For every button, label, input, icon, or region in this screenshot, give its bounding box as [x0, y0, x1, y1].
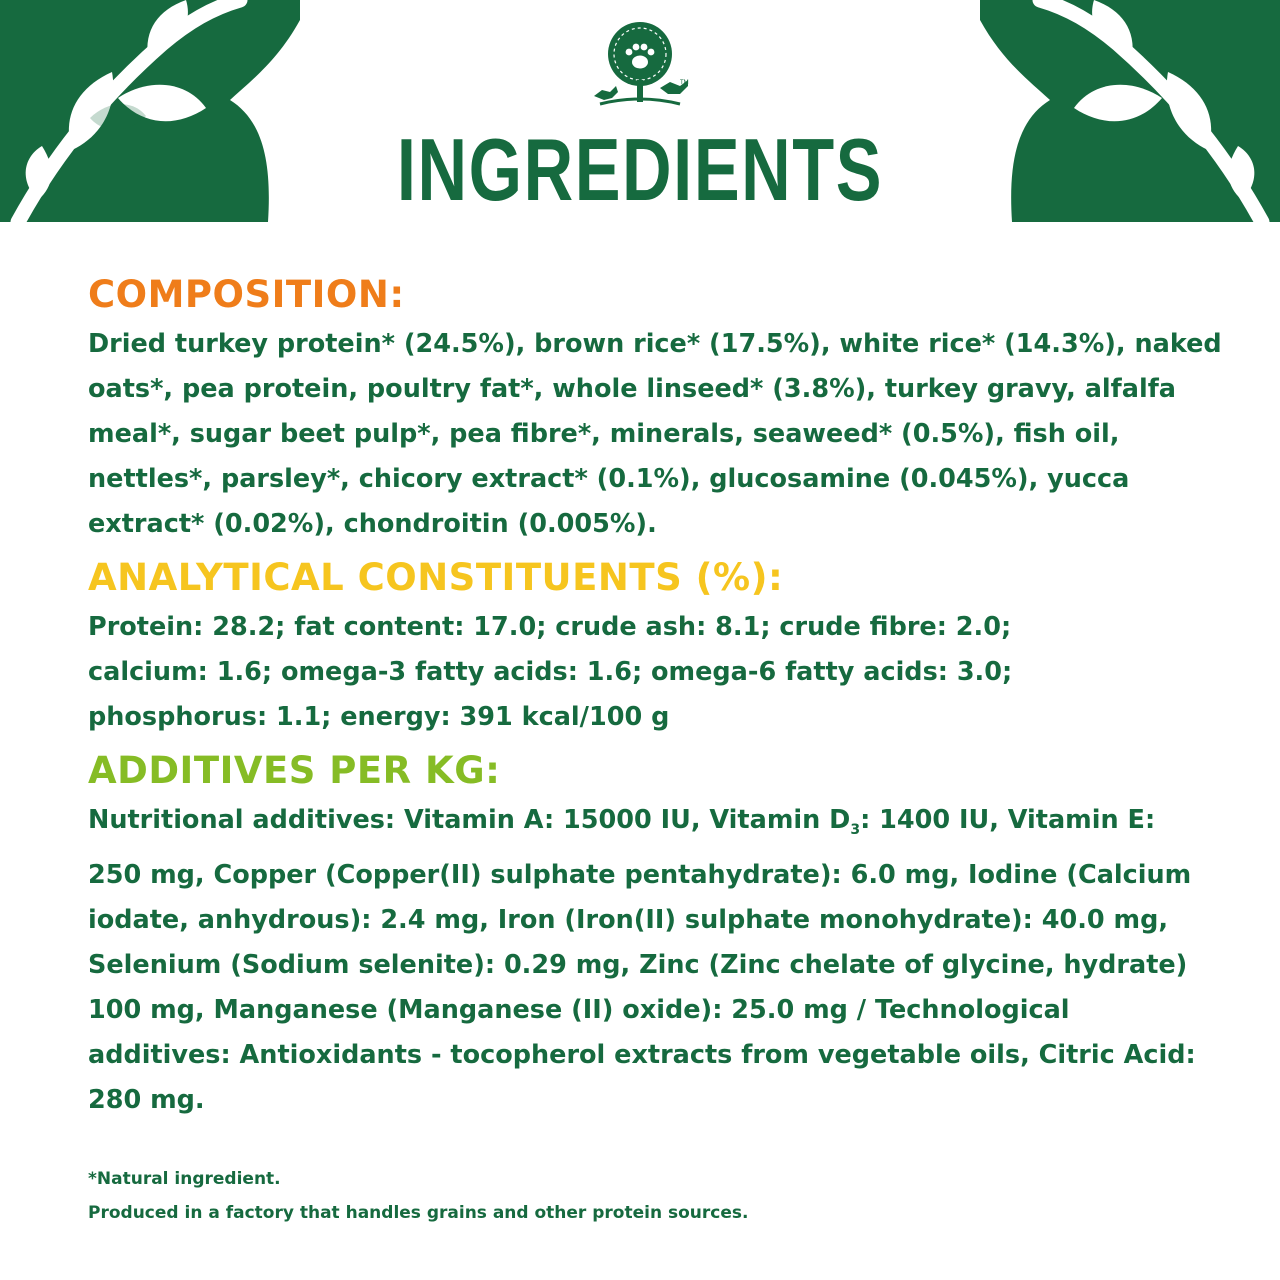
- additives-text: [88, 798, 1198, 1123]
- factory-footnote: Produced in a factory that handles grains and other protein sources.: [88, 1203, 749, 1223]
- composition-heading: COMPOSITION:: [88, 273, 405, 316]
- analytical-constituents-heading: ANALYTICAL CONSTITUENTS (%):: [88, 556, 784, 599]
- page-title: INGREDIENTS: [396, 120, 884, 219]
- analytical-line-3: phosphorus: 1.1; energy: 391 kcal/100 g: [88, 702, 670, 732]
- vitamin-d-subscript: 3: [850, 822, 861, 839]
- footnotes: [88, 1162, 748, 1230]
- header-band: [0, 0, 1280, 222]
- composition-text: Dried turkey protein* (24.5%), brown rice* (17.5%), white rice* (14.3%), naked oats*, pea protein, poultry fat*, whole linseed* (3.8%), turkey gravy, alfalfa meal*, sugar beet pulp*, pea fibre*, minerals, seaweed* (0.5%), fish oil, nettles*, parsley*, chicory extract* (0.1%), glucosamine (0.045%), yucca extract* (0.02%), chondroitin (0.005%).: [88, 329, 1222, 539]
- tree-paw-logo-icon: [580, 20, 700, 116]
- ingredients-content: [88, 268, 1228, 1127]
- analytical-line-2: calcium: 1.6; omega-3 fatty acids: 1.6; omega-6 fatty acids: 3.0;: [88, 657, 1013, 687]
- additives-text-part-1: Nutritional additives: Vitamin A: 15000 IU, Vitamin D: [88, 805, 851, 835]
- svg-text:TM: TM: [680, 80, 689, 86]
- analytical-constituents-text: [88, 605, 1228, 740]
- additives-heading: ADDITIVES PER KG:: [88, 749, 501, 792]
- additives-text-part-2: : 1400 IU, Vitamin E: 250 mg, Copper (Copper(II) sulphate pentahydrate): 6.0 mg, Iodine (Calcium iodate, anhydrous): 2.4 mg, Iron (Iron(II) sulphate monohydrate): 40.0 mg, Selenium (Sodium selenite): 0.29 mg, Zinc (Zinc chelate of glycine, hydrate) 100 mg, Manganese (Manganese (II) oxide): 25.0 mg / Technological additives: Antioxidants - tocopherol extracts from vegetable oils, Citric Acid: 280 mg.: [88, 805, 1196, 1116]
- natural-ingredient-footnote: *Natural ingredient.: [88, 1169, 281, 1189]
- analytical-line-1: Protein: 28.2; fat content: 17.0; crude ash: 8.1; crude fibre: 2.0;: [88, 612, 1012, 642]
